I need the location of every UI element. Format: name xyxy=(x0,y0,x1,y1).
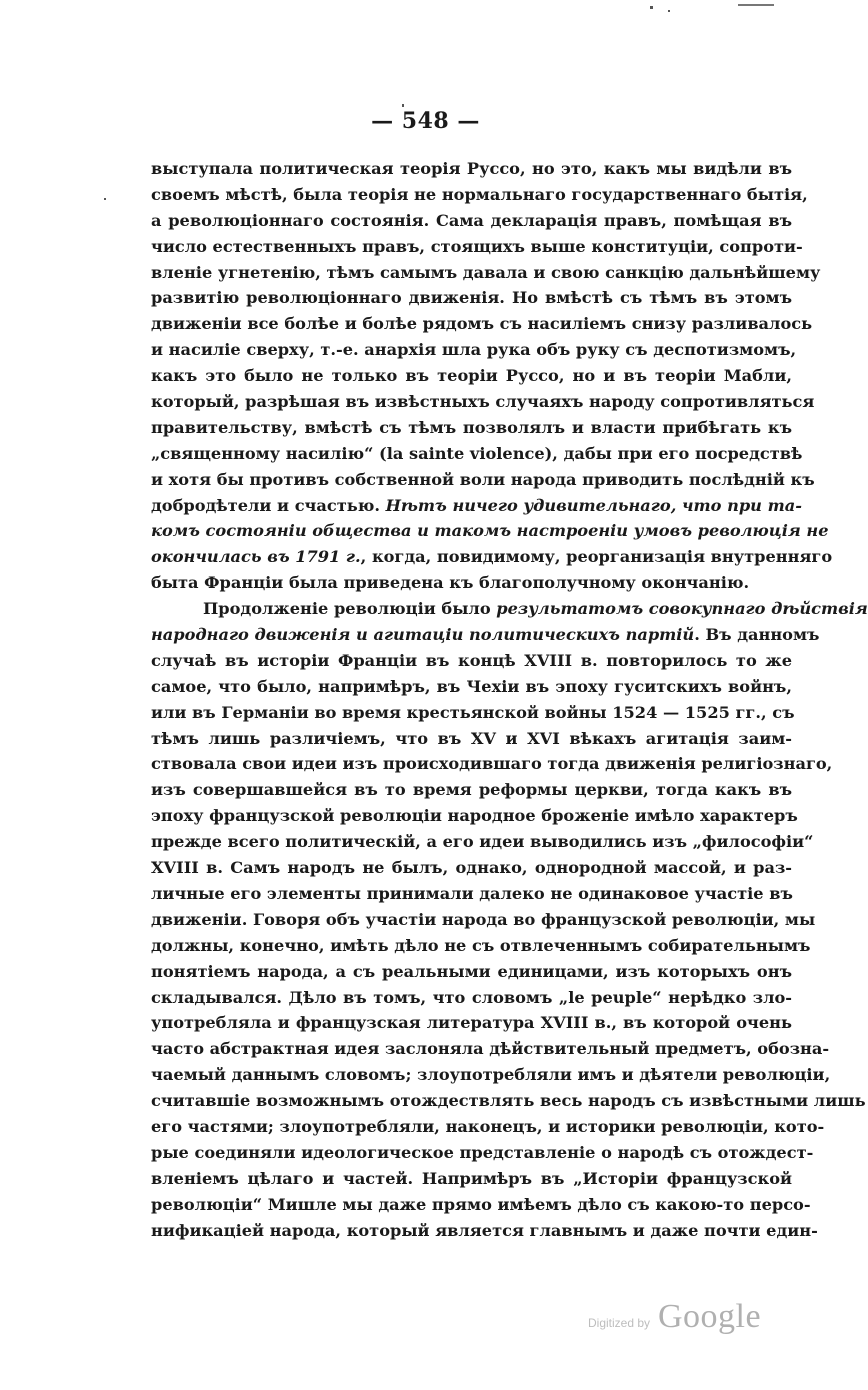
text-line xyxy=(151,1114,825,1140)
text-line xyxy=(151,985,792,1011)
text-line xyxy=(151,234,803,260)
text-segment: выступала политическая теорія Руссо, но это, какъ мы видѣли въ xyxy=(151,159,792,178)
text-line xyxy=(151,907,816,933)
text-segment: который, разрѣшая въ извѣстныхъ случаяхъ народу сопротивляться xyxy=(151,392,815,412)
text-line xyxy=(151,1140,814,1166)
text-line xyxy=(151,1088,866,1114)
text-segment: случаѣ въ исторіи Франціи въ концѣ XVIII в. повторилось то же xyxy=(151,650,792,670)
text-line xyxy=(151,596,868,622)
text-segment: вленіе угнетенію, тѣмъ самымъ давала и свою санкцію дальнѣйшему xyxy=(151,262,821,282)
scan-speck xyxy=(650,6,653,9)
text-segment: Продолженіе революціи было xyxy=(203,599,497,619)
text-segment: рые соединяли идеологическое представленіе о народѣ съ отождест- xyxy=(151,1142,814,1162)
text-segment: своемъ мѣстѣ, была теорія не нормальнаго государственнаго бытія, xyxy=(151,184,808,204)
text-line xyxy=(151,441,803,467)
text-segment: число естественныхъ правъ, стоящихъ выше конституціи, сопроти- xyxy=(151,236,803,256)
text-line xyxy=(151,389,815,415)
text-segment: его частями; злоупотребляли, наконецъ, и историки революціи, кото- xyxy=(151,1116,825,1136)
google-logo: Google xyxy=(658,1298,762,1335)
digitized-by-label: Digitized by xyxy=(588,1316,651,1330)
google-watermark xyxy=(588,1298,768,1338)
text-line xyxy=(151,1166,792,1192)
text-line xyxy=(151,570,792,596)
text-segment: личные его элементы принимали далеко не одинаковое участіе въ xyxy=(151,883,793,903)
text-line xyxy=(151,1036,830,1062)
text-line xyxy=(151,751,833,777)
text-segment: считавшіе возможнымъ отождествлять весь народъ съ извѣстными лишь xyxy=(151,1091,866,1111)
text-line xyxy=(151,855,792,881)
text-line xyxy=(151,803,798,829)
italic-text: окончилась въ 1791 г. xyxy=(151,547,361,567)
text-line xyxy=(151,726,792,752)
text-line xyxy=(151,1192,811,1218)
text-segment: и насиліе сверху, т.-е. анархія шла рука объ руку съ деспотизмомъ, xyxy=(151,340,797,360)
page-number: — 548 — xyxy=(371,108,480,134)
scan-speck xyxy=(104,198,106,200)
text-line xyxy=(151,467,815,493)
text-line xyxy=(151,208,792,234)
text-line xyxy=(151,829,814,855)
text-segment: употребляла и французская литература XVIII в., въ которой очень xyxy=(151,1013,792,1033)
text-line xyxy=(151,933,811,959)
text-segment: нификаціей народа, который является главнымъ и даже почти един- xyxy=(151,1220,818,1240)
text-line xyxy=(151,1062,831,1088)
text-line xyxy=(151,622,820,648)
text-segment: движеніи все болѣе и болѣе рядомъ съ насиліемъ снизу разливалось xyxy=(151,314,813,334)
body-text xyxy=(151,156,868,1243)
text-line xyxy=(151,260,821,286)
italic-text: Нѣтъ ничего удивительнаго, что при та- xyxy=(385,495,802,515)
text-segment: быта Франціи была приведена къ благополучному окончанію. xyxy=(151,573,750,593)
text-line xyxy=(151,182,808,208)
text-line xyxy=(151,493,802,519)
text-segment: какъ это было не только въ теоріи Руссо, но и въ теоріи Мабли, xyxy=(151,366,792,386)
italic-text: комъ состояніи общества и такомъ настроеніи умовъ революція не xyxy=(151,521,829,541)
text-segment: часто абстрактная идея заслоняла дѣйствительный предметъ, обозна- xyxy=(151,1039,830,1059)
italic-text: результатомъ совокупнаго дѣйствія xyxy=(496,599,868,619)
text-segment: , когда, повидимому, реорганизація внутренняго xyxy=(360,547,833,567)
text-line xyxy=(151,311,813,337)
text-segment: понятіемъ народа, а съ реальными единицами, изъ которыхъ онъ xyxy=(151,961,792,981)
text-segment: а революціоннаго состоянія. Сама декларація правъ, помѣщая въ xyxy=(151,210,792,230)
text-line xyxy=(151,363,792,389)
text-line xyxy=(151,674,792,700)
text-line xyxy=(151,959,792,985)
scan-speck xyxy=(738,4,774,6)
text-segment: и хотя бы противъ собственной воли народа приводить послѣдній къ xyxy=(151,469,815,489)
text-line xyxy=(151,518,829,544)
text-line xyxy=(151,700,795,726)
text-segment: . Въ данномъ xyxy=(694,625,820,645)
text-segment: изъ совершавшейся въ то время реформы церкви, тогда какъ въ xyxy=(151,780,792,800)
text-line xyxy=(151,285,792,311)
text-segment: эпоху французской революціи народное броженіе имѣло характеръ xyxy=(151,806,798,826)
text-segment: складывался. Дѣло въ томъ, что словомъ „le peuple“ нерѣдко зло- xyxy=(151,987,792,1007)
text-segment: ствовала свои идеи изъ происходившаго тогда движенія религіознаго, xyxy=(151,754,833,774)
text-segment: или въ Германіи во время крестьянской войны 1524 — 1525 гг., съ xyxy=(151,702,795,722)
text-line xyxy=(151,337,797,363)
text-line xyxy=(151,156,792,182)
text-line xyxy=(151,881,792,907)
text-segment: правительству, вмѣстѣ съ тѣмъ позволялъ и власти прибѣгать къ xyxy=(151,417,792,437)
text-line xyxy=(151,1218,818,1244)
text-segment: вленіемъ цѣлаго и частей. Напримѣръ въ „Исторіи французской xyxy=(151,1168,792,1188)
text-segment: „священному насилію“ (la sainte violence), дабы при его посредствѣ xyxy=(151,443,803,463)
text-segment: развитію революціоннаго движенія. Но вмѣстѣ съ тѣмъ въ этомъ xyxy=(151,288,792,308)
text-segment: движеніи. Говоря объ участіи народа во французской революціи, мы xyxy=(151,909,816,929)
italic-text: народнаго движенія и агитаціи политическихъ партій xyxy=(151,625,695,645)
text-segment: чаемый даннымъ словомъ; злоупотребляли имъ и дѣятели революціи, xyxy=(151,1065,831,1085)
text-segment: самое, что было, напримѣръ, въ Чехіи въ эпоху гуситскихъ войнъ, xyxy=(151,676,792,696)
scan-speck xyxy=(402,104,404,107)
text-line xyxy=(151,544,833,570)
text-segment: XVIII в. Самъ народъ не былъ, однако, однородной массой, и раз- xyxy=(151,858,792,878)
text-line xyxy=(151,777,792,803)
text-segment: должны, конечно, имѣть дѣло не съ отвлеченнымъ собирательнымъ xyxy=(151,935,811,955)
text-line xyxy=(151,1010,792,1036)
text-segment: прежде всего политическій, а его идеи выводились изъ „философіи“ xyxy=(151,832,814,852)
text-segment: революціи“ Мишле мы даже прямо имѣемъ дѣло съ какою-то персо- xyxy=(151,1194,811,1214)
text-segment: тѣмъ лишь различіемъ, что въ XV и XVI вѣкахъ агитація заим- xyxy=(151,728,792,748)
text-line xyxy=(151,415,792,441)
scan-speck xyxy=(668,10,670,12)
text-segment: добродѣтели и счастью. xyxy=(151,495,386,515)
text-line xyxy=(151,648,792,674)
